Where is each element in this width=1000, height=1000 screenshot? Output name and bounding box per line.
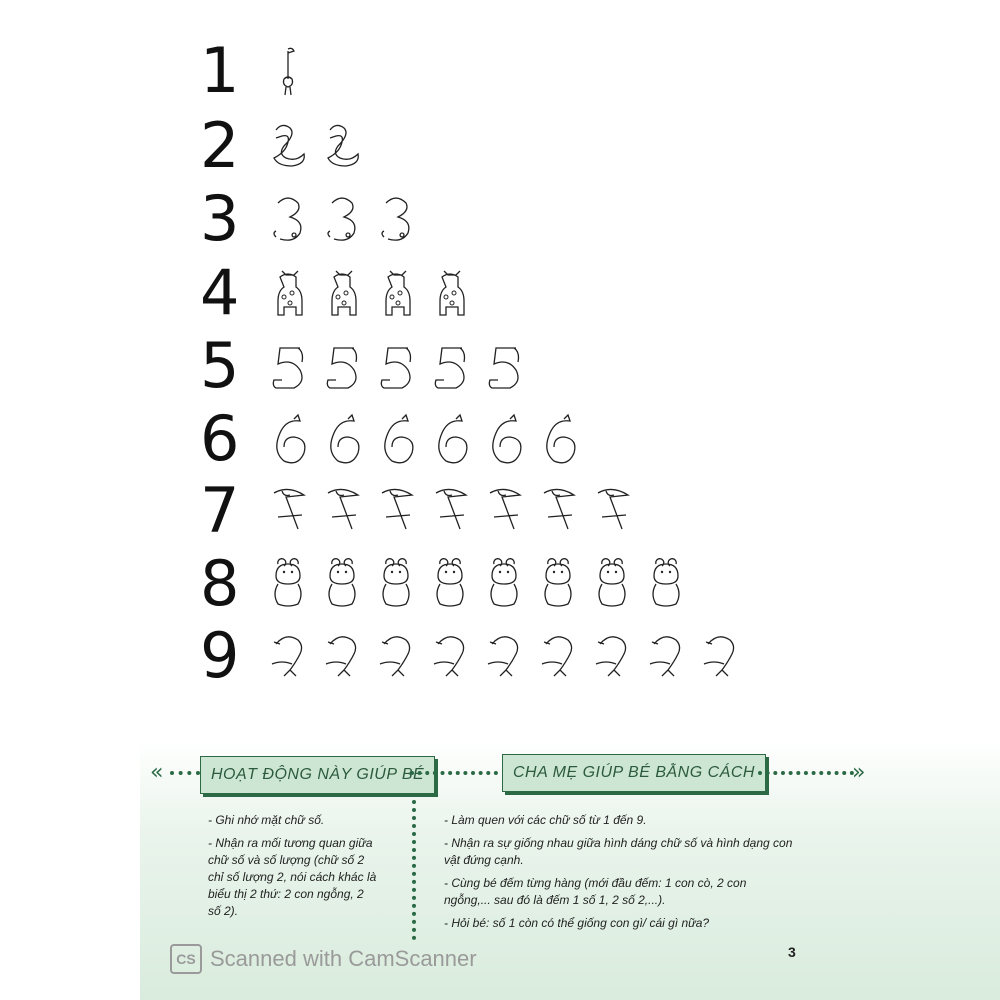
elephant-icon — [376, 340, 416, 392]
row-digit: 6 — [200, 402, 240, 475]
dotted-rule-middle — [410, 771, 498, 779]
animal-group — [268, 267, 470, 319]
number-row — [200, 547, 686, 620]
number-row — [200, 619, 740, 692]
toucan-icon — [430, 485, 470, 537]
giraffe-icon — [268, 267, 308, 319]
giraffe-icon — [376, 267, 416, 319]
dotted-rule-left — [170, 771, 200, 779]
mouse-icon — [268, 193, 308, 245]
dolphin-icon — [538, 630, 578, 682]
animal-group — [268, 485, 632, 537]
page-number: 3 — [788, 944, 796, 960]
right-box-content — [444, 812, 794, 938]
number-row — [200, 34, 308, 107]
cat-icon — [538, 413, 578, 465]
giraffe-icon — [430, 267, 470, 319]
row-digit: 9 — [200, 619, 240, 692]
animal-group — [268, 45, 308, 97]
right-box-title: CHA MẸ GIÚP BÉ BẰNG CÁCH — [502, 754, 766, 792]
animal-group — [268, 558, 686, 610]
left-box-content — [208, 812, 378, 926]
giraffe-icon — [322, 267, 362, 319]
column-divider — [412, 800, 416, 940]
row-digit: 7 — [200, 474, 240, 547]
cat-icon — [430, 413, 470, 465]
left-item-1: - Ghi nhớ mặt chữ số. — [208, 813, 325, 827]
animal-group — [268, 120, 362, 172]
dolphin-icon — [376, 630, 416, 682]
mouse-icon — [322, 193, 362, 245]
animal-group — [268, 413, 578, 465]
row-digit: 8 — [200, 547, 240, 620]
toucan-icon — [592, 485, 632, 537]
dotted-rule-right — [758, 771, 854, 779]
toucan-icon — [538, 485, 578, 537]
elephant-icon — [430, 340, 470, 392]
chevron-left-icon: « — [150, 760, 164, 785]
chevron-right-icon: » — [852, 760, 866, 785]
dolphin-icon — [322, 630, 362, 682]
dolphin-icon — [646, 630, 686, 682]
bear-icon — [592, 558, 632, 610]
number-row — [200, 402, 578, 475]
right-item-2: - Nhận ra sự giống nhau giữa hình dáng chữ số và hình dạng con vật đứng cạnh. — [444, 836, 793, 867]
row-digit: 5 — [200, 329, 240, 402]
number-row — [200, 329, 524, 402]
watermark-text: Scanned with CamScanner — [210, 946, 477, 971]
bear-icon — [268, 558, 308, 610]
bear-icon — [646, 558, 686, 610]
dolphin-icon — [592, 630, 632, 682]
dolphin-icon — [484, 630, 524, 682]
row-digit: 2 — [200, 109, 240, 182]
cat-icon — [376, 413, 416, 465]
camscanner-logo-icon: CS — [170, 944, 202, 974]
toucan-icon — [376, 485, 416, 537]
goose-icon — [322, 120, 362, 172]
dolphin-icon — [700, 630, 740, 682]
bear-icon — [538, 558, 578, 610]
left-item-2: - Nhận ra mối tương quan giữa chữ số và số lượng (chữ số 2 chỉ số lượng 2, nói cách khác là biểu thị 2 thứ: 2 con ngỗng, 2 số 2). — [208, 836, 377, 918]
right-item-1: - Làm quen với các chữ số từ 1 đến 9. — [444, 813, 647, 827]
right-item-4: - Hỏi bé: số 1 còn có thể giống con gì/ cái gì nữa? — [444, 916, 710, 930]
cat-icon — [322, 413, 362, 465]
row-digit: 3 — [200, 182, 240, 255]
mouse-icon — [376, 193, 416, 245]
number-row — [200, 182, 416, 255]
elephant-icon — [322, 340, 362, 392]
bear-icon — [322, 558, 362, 610]
cat-icon — [268, 413, 308, 465]
right-item-3: - Cùng bé đếm từng hàng (mới đầu đếm: 1 con cò, 2 con ngỗng,... sau đó là đếm 1 số 1, 2 số 2,...). — [444, 876, 747, 907]
elephant-icon — [484, 340, 524, 392]
number-row — [200, 109, 362, 182]
goose-icon — [268, 120, 308, 172]
camscanner-watermark — [170, 944, 477, 974]
row-digit: 1 — [200, 34, 240, 107]
dolphin-icon — [430, 630, 470, 682]
row-digit: 4 — [200, 256, 240, 329]
dolphin-icon — [268, 630, 308, 682]
toucan-icon — [268, 485, 308, 537]
stork-icon — [268, 45, 308, 97]
bear-icon — [376, 558, 416, 610]
bear-icon — [430, 558, 470, 610]
number-row — [200, 474, 632, 547]
animal-group — [268, 630, 740, 682]
elephant-icon — [268, 340, 308, 392]
animal-group — [268, 193, 416, 245]
cat-icon — [484, 413, 524, 465]
left-box-title: HOẠT ĐỘNG NÀY GIÚP BÉ — [200, 756, 435, 794]
number-row — [200, 256, 470, 329]
toucan-icon — [484, 485, 524, 537]
toucan-icon — [322, 485, 362, 537]
bear-icon — [484, 558, 524, 610]
animal-group — [268, 340, 524, 392]
